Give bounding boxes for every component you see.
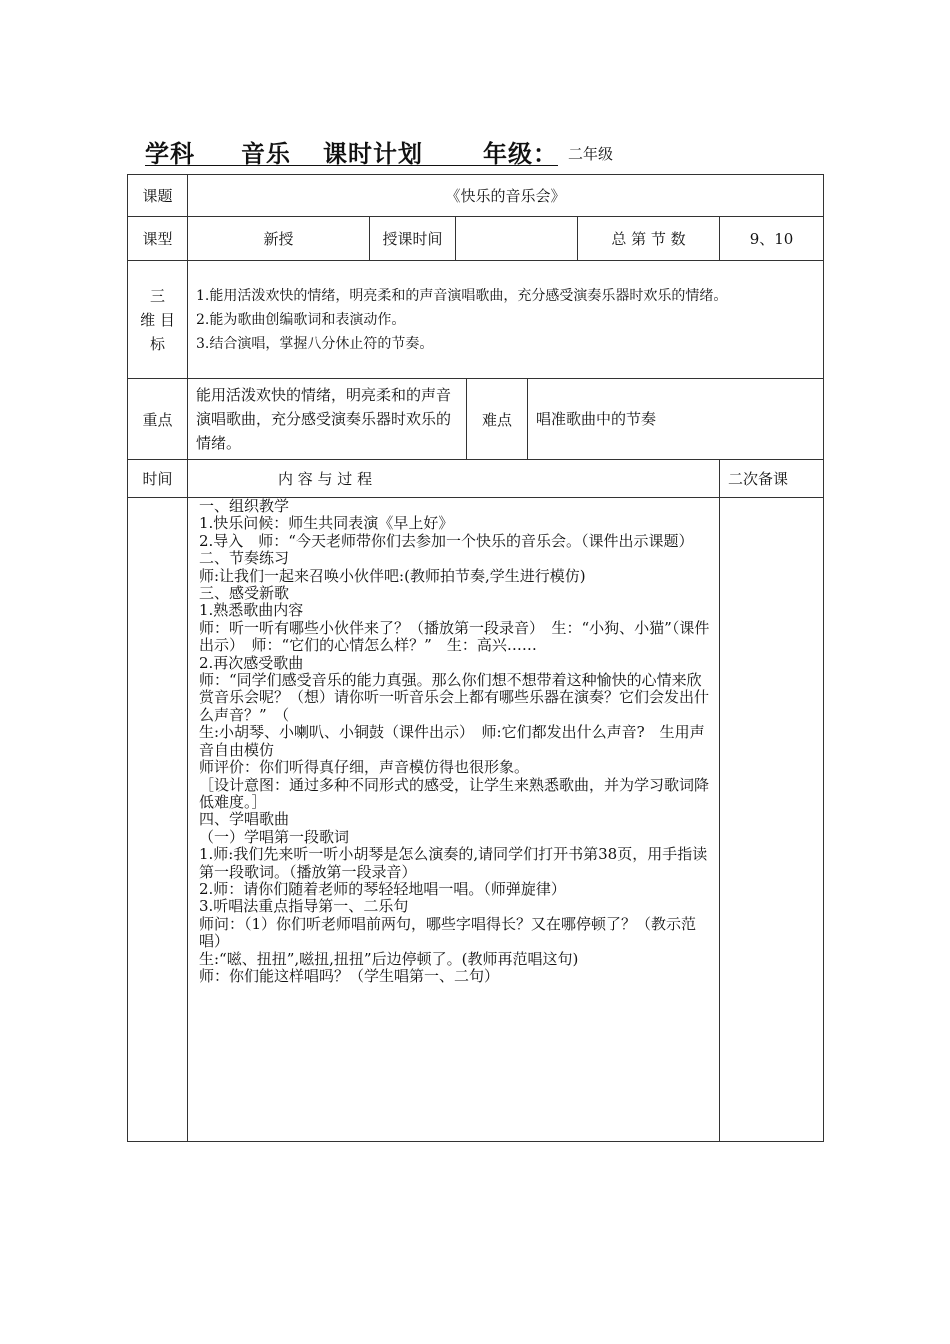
total-value: 9、10 (720, 217, 824, 261)
content-line: 生:小胡琴、小喇叭、小铜鼓（课件出示） 师:它们都发出什么声音? 生用声音自由模仿 (199, 723, 705, 759)
col-content-header: 内 容 与 过 程 (188, 460, 720, 498)
content-row (128, 498, 824, 1142)
goal-item: 3.结合演唱，掌握八分休止符的节奏。 (196, 335, 434, 352)
content-line: 四、学唱歌曲 (199, 810, 290, 829)
content-line: 1.熟悉歌曲内容 (199, 601, 304, 620)
type-label: 课型 (128, 217, 188, 261)
content-line: 一、组织教学 (199, 497, 290, 515)
focus-value: 能用活泼欢快的情绪，明亮柔和的声音演唱歌曲，充分感受演奏乐器时欢乐的情绪。 (188, 379, 467, 460)
content-line: 师：你们能这样唱吗？（学生唱第一、二句） (199, 966, 500, 985)
content-line: ［设计意图：通过多种不同形式的感受，让学生来熟悉歌曲，并为学习歌词降低难度。］ (199, 775, 710, 811)
goal-item: 2.能为歌曲创编歌词和表演动作。 (196, 311, 406, 328)
difficulty-value: 唱准歌曲中的节奏 (528, 379, 824, 460)
content-line: 2.再次感受歌曲 (199, 653, 304, 672)
content-line: 生:“嗞、扭扭”,嗞扭,扭扭”后边停顿了。(教师再范唱这句) (199, 949, 579, 968)
topic-value: 《快乐的音乐会》 (188, 175, 824, 217)
col-notes-header: 二次备课 (720, 460, 824, 498)
goals-content (188, 261, 824, 379)
grade-value: 二年级 (568, 145, 614, 163)
time-cell (128, 498, 188, 1142)
goals-label-line-3: 标 (149, 334, 165, 353)
plan-label: 课时计划 (323, 140, 423, 168)
subject-label: 学科 (145, 140, 195, 168)
goals-row (128, 261, 824, 379)
time-label: 授课时间 (370, 217, 456, 261)
header-underline (145, 165, 558, 166)
difficulty-label: 难点 (467, 379, 528, 460)
content-line: 师：听一听有哪些小伙伴来了？（播放第一段录音） 生：“小狗、小猫”（课件出示） 师：“它们的心情怎么样？” 生：高兴…… (199, 618, 710, 655)
goals-label-line-1: 三 (149, 286, 165, 305)
focus-label: 重点 (128, 379, 188, 460)
col-time-header: 时间 (128, 460, 188, 498)
goals-label (128, 261, 188, 379)
content-line: 2.师：请你们随着老师的琴轻轻地唱一唱。（师弹旋律） (199, 879, 566, 898)
content-line: 师问：（1）你们听老师唱前两句，哪些字唱得长？又在哪停顿了？（教示范唱） (199, 914, 697, 951)
topic-label: 课题 (128, 175, 188, 217)
content-line: 2.导入 师：“今天老师带你们去参加一个快乐的音乐会。（课件出示课题） (199, 531, 694, 550)
content-line: 师评价：你们听得真仔细，声音模仿得也很形象。 (199, 758, 530, 777)
content-line: （一）学唱第一段歌词 (199, 827, 350, 846)
grade-label: 年级： (483, 140, 558, 168)
notes-cell (720, 498, 824, 1142)
content-line: 三、感受新歌 (199, 584, 290, 603)
content-line: 3.听唱法重点指导第一、二乐句 (199, 897, 409, 916)
topic-row (128, 175, 824, 217)
content-line: 二、节奏练习 (199, 549, 290, 568)
total-label: 总 第 节 数 (578, 217, 720, 261)
time-value (456, 217, 578, 261)
lesson-plan-table (127, 174, 824, 1142)
content-line: 1.快乐问候：师生共同表演《早上好》 (199, 514, 454, 533)
type-row (128, 217, 824, 261)
column-header-row (128, 460, 824, 498)
goal-item: 1.能用活泼欢快的情绪，明亮柔和的声音演唱歌曲，充分感受演奏乐器时欢乐的情绪。 (196, 287, 728, 304)
subject-value: 音乐 (241, 140, 291, 168)
goals-label-line-2: 维 目 (140, 310, 175, 329)
focus-row (128, 379, 824, 460)
content-line: 1.师:我们先来听一听小胡琴是怎么演奏的,请同学们打开书第38页，用手指读第一段歌词。（播放第一段录音） (199, 845, 708, 881)
type-value: 新授 (188, 217, 370, 261)
process-content (188, 498, 720, 1142)
content-line: 师:让我们一起来召唤小伙伴吧:(教师拍节奏,学生进行模仿) (199, 566, 586, 585)
content-line: 师：“同学们感受音乐的能力真强。那么你们想不想带着这种愉快的心情来欣赏音乐会呢？（想）请你听一听音乐会上都有哪些乐器在演奏？它们会发出什么声音？” （ (199, 671, 710, 724)
